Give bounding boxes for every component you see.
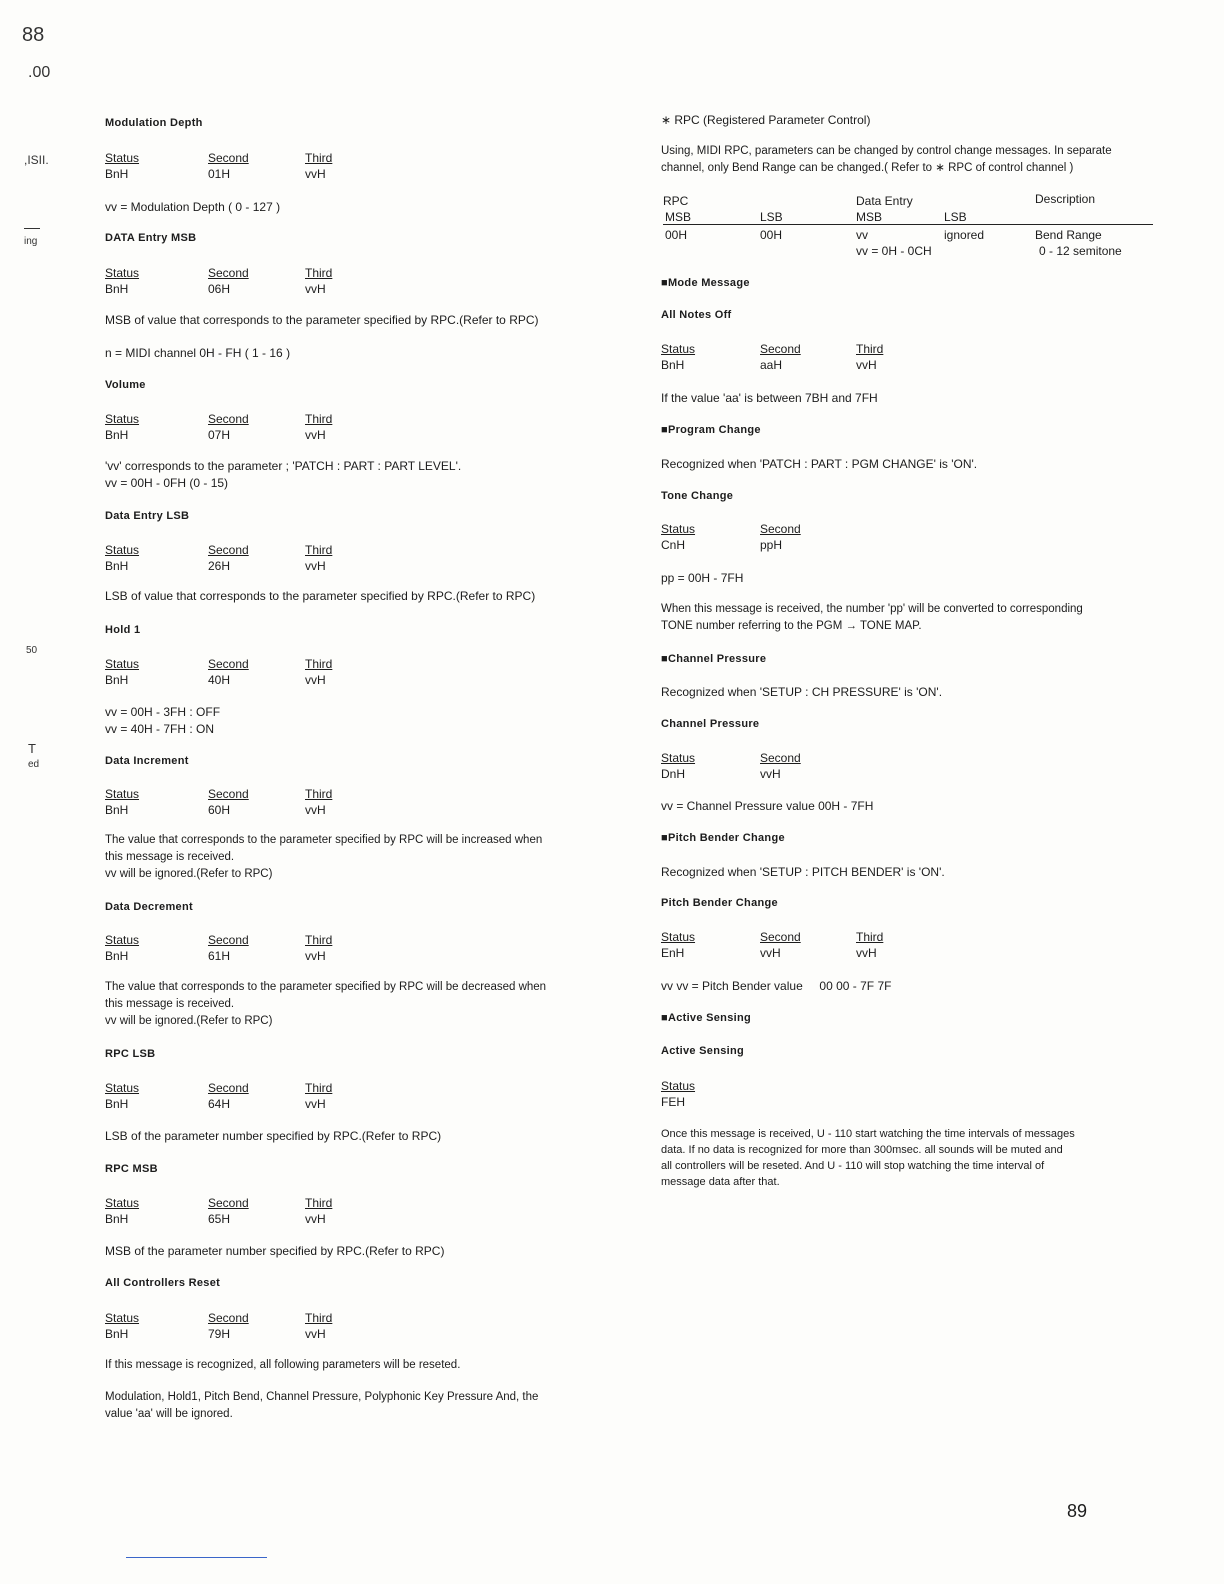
col-third: Third <box>305 412 333 426</box>
val-second: 65H <box>208 1212 231 1226</box>
all-notes-off-note: If the value 'aa' is between 7BH and 7FH <box>661 391 878 405</box>
page-number: 89 <box>1067 1501 1088 1521</box>
col-status: Status <box>105 1311 140 1325</box>
data-entry-msb-note: MSB of value that corresponds to the parameter specified by RPC.(Refer to RPC) <box>105 313 539 327</box>
data-increment-note-1: The value that corresponds to the parameter specified by RPC will be increased when <box>105 834 543 846</box>
section-program-change: ■Program Change <box>661 424 761 436</box>
col-status: Status <box>105 1196 140 1210</box>
section-all-controllers-reset: All Controllers Reset <box>105 1277 221 1289</box>
section-rpc: ∗ RPC (Registered Parameter Control) <box>661 113 871 127</box>
modulation-depth-note: vv = Modulation Depth ( 0 - 127 ) <box>105 200 281 214</box>
pitch-bender-note: vv vv = Pitch Bender value 00 00 - 7F 7F <box>661 979 892 993</box>
margin-note-3: 50 <box>26 645 38 656</box>
data-increment-note-3: vv will be ignored.(Refer to RPC) <box>105 868 273 880</box>
col-third: Third <box>856 930 884 944</box>
tone-change-range: pp = 00H - 7FH <box>661 571 744 585</box>
col-second: Second <box>208 657 249 671</box>
data-entry-header-lsb: LSB <box>944 210 967 224</box>
val-second: 60H <box>208 803 231 817</box>
val-status: BnH <box>105 803 129 817</box>
section-data-entry-lsb: Data Entry LSB <box>105 510 190 522</box>
val-status: BnH <box>661 358 685 372</box>
section-all-notes-off: All Notes Off <box>661 309 732 321</box>
col-second: Second <box>760 751 801 765</box>
margin-note-5: ed <box>28 759 40 770</box>
rpc-row-de-msb: vv <box>856 228 868 242</box>
section-rpc-msb: RPC MSB <box>105 1163 158 1175</box>
rpc-row-de-lsb: ignored <box>944 228 985 242</box>
volume-note-1: 'vv' corresponds to the parameter ; 'PATCH : PART : PART LEVEL'. <box>105 459 462 473</box>
rpc-para-1: Using, MIDI RPC, parameters can be changed by control change messages. In separate <box>661 145 1112 157</box>
val-status: BnH <box>105 1097 129 1111</box>
scan-edge-line <box>126 1557 267 1558</box>
val-third: vvH <box>305 673 326 687</box>
val-status: BnH <box>105 1212 129 1226</box>
col-second: Second <box>760 342 801 356</box>
val-status: FEH <box>661 1095 685 1109</box>
val-second: 06H <box>208 282 231 296</box>
midi-channel-note: n = MIDI channel 0H - FH ( 1 - 16 ) <box>105 346 291 360</box>
val-third: vvH <box>305 428 326 442</box>
val-second: aaH <box>760 358 783 372</box>
col-status: Status <box>661 930 696 944</box>
margin-note-4: T <box>28 741 36 756</box>
volume-note-2: vv = 00H - 0FH (0 - 15) <box>105 476 229 490</box>
val-third: vvH <box>305 282 326 296</box>
col-status: Status <box>661 522 696 536</box>
margin-decimal: .00 <box>28 64 51 81</box>
val-third: vvH <box>856 946 877 960</box>
rpc-header-lsb: LSB <box>760 210 783 224</box>
col-status: Status <box>661 751 696 765</box>
val-status: BnH <box>105 949 129 963</box>
channel-pressure-note: vv = Channel Pressure value 00H - 7FH <box>661 799 874 813</box>
col-second: Second <box>208 543 249 557</box>
margin-rule <box>24 228 40 229</box>
val-third: vvH <box>305 803 326 817</box>
rpc-header-data-entry: Data Entry <box>856 194 913 208</box>
col-second: Second <box>760 930 801 944</box>
section-pitch-bender: Pitch Bender Change <box>661 897 778 909</box>
data-entry-header-msb: MSB <box>856 210 883 224</box>
margin-note-2: ing <box>24 236 38 247</box>
val-status: DnH <box>661 767 686 781</box>
val-third: vvH <box>856 358 877 372</box>
active-sensing-note-1: Once this message is received, U - 110 start watching the time intervals of messages <box>661 1128 1075 1140</box>
col-status: Status <box>661 342 696 356</box>
rpc-header-msb: MSB <box>665 210 692 224</box>
col-third: Third <box>305 933 333 947</box>
rpc-row-lsb: 00H <box>760 228 783 242</box>
active-sensing-note-3: all controllers will be reseted. And U - 110 will stop watching the time interval of <box>661 1160 1045 1172</box>
val-third: vvH <box>305 949 326 963</box>
col-status: Status <box>105 151 140 165</box>
val-status: EnH <box>661 946 685 960</box>
program-change-note: Recognized when 'PATCH : PART : PGM CHANGE' is 'ON'. <box>661 457 978 471</box>
col-second: Second <box>208 1196 249 1210</box>
val-status: BnH <box>105 559 129 573</box>
col-status: Status <box>105 933 140 947</box>
val-status: BnH <box>105 673 129 687</box>
rpc-msb-note: MSB of the parameter number specified by RPC.(Refer to RPC) <box>105 1244 445 1258</box>
section-data-entry-msb: DATA Entry MSB <box>105 232 197 244</box>
col-status: Status <box>105 657 140 671</box>
section-data-increment: Data Increment <box>105 755 189 767</box>
channel-pressure-recognized: Recognized when 'SETUP : CH PRESSURE' is 'ON'. <box>661 685 943 699</box>
col-third: Third <box>305 787 333 801</box>
data-decrement-note-1: The value that corresponds to the parameter specified by RPC will be decreased when <box>105 981 547 993</box>
col-third: Third <box>305 1081 333 1095</box>
pitch-bender-recognized: Recognized when 'SETUP : PITCH BENDER' is 'ON'. <box>661 865 945 879</box>
rpc-header-rpc: RPC <box>663 194 689 208</box>
val-second: vvH <box>760 767 781 781</box>
rpc-lsb-note: LSB of the parameter number specified by RPC.(Refer to RPC) <box>105 1129 442 1143</box>
val-second: 64H <box>208 1097 231 1111</box>
rpc-row2-data-entry: vv = 0H - 0CH <box>856 244 932 258</box>
col-status: Status <box>105 266 140 280</box>
rpc-table-divider <box>663 224 1153 225</box>
all-controllers-reset-note-2: Modulation, Hold1, Pitch Bend, Channel Pressure, Polyphonic Key Pressure And, the <box>105 1391 539 1403</box>
col-status: Status <box>661 1079 696 1093</box>
rpc-row-msb: 00H <box>665 228 688 242</box>
section-data-decrement: Data Decrement <box>105 901 193 913</box>
data-increment-note-2: this message is received. <box>105 851 235 863</box>
section-hold-1: Hold 1 <box>105 624 141 636</box>
col-status: Status <box>105 787 140 801</box>
all-controllers-reset-note-3: value 'aa' will be ignored. <box>105 1408 233 1420</box>
section-modulation-depth: Modulation Depth <box>105 117 203 129</box>
val-third: vvH <box>305 167 326 181</box>
margin-note-1: ,ISII. <box>24 153 49 167</box>
val-status: CnH <box>661 538 686 552</box>
section-tone-change: Tone Change <box>661 490 734 502</box>
col-status: Status <box>105 412 140 426</box>
data-decrement-note-3: vv will be ignored.(Refer to RPC) <box>105 1015 273 1027</box>
val-second: 40H <box>208 673 231 687</box>
col-second: Second <box>208 412 249 426</box>
section-mode-message: ■Mode Message <box>661 277 750 289</box>
col-second: Second <box>208 1081 249 1095</box>
val-second: 07H <box>208 428 231 442</box>
col-third: Third <box>305 543 333 557</box>
section-channel-pressure: Channel Pressure <box>661 718 760 730</box>
col-status: Status <box>105 543 140 557</box>
col-second: Second <box>760 522 801 536</box>
col-second: Second <box>208 787 249 801</box>
col-second: Second <box>208 266 249 280</box>
active-sensing-note-4: message data after that. <box>661 1176 780 1188</box>
col-third: Third <box>856 342 884 356</box>
section-active-sensing: Active Sensing <box>661 1045 745 1057</box>
section-pitch-bender-head: ■Pitch Bender Change <box>661 832 785 844</box>
section-volume: Volume <box>105 379 146 391</box>
data-decrement-note-2: this message is received. <box>105 998 235 1010</box>
col-third: Third <box>305 1196 333 1210</box>
rpc-header-description: Description <box>1035 192 1096 206</box>
active-sensing-note-2: data. If no data is recognized for more than 300msec. all sounds will be muted and <box>661 1144 1063 1156</box>
all-controllers-reset-note-1: If this message is recognized, all following parameters will be reseted. <box>105 1359 461 1371</box>
val-status: BnH <box>105 1327 129 1341</box>
val-third: vvH <box>305 1097 326 1111</box>
section-active-sensing-head: ■Active Sensing <box>661 1012 752 1024</box>
val-status: BnH <box>105 167 129 181</box>
tone-change-note-2: TONE number referring to the PGM → TONE MAP. <box>661 620 922 632</box>
col-third: Third <box>305 151 333 165</box>
hold-1-on-note: vv = 40H - 7FH : ON <box>105 722 215 736</box>
col-third: Third <box>305 266 333 280</box>
col-second: Second <box>208 933 249 947</box>
val-second: vvH <box>760 946 781 960</box>
val-third: vvH <box>305 1327 326 1341</box>
val-second: 26H <box>208 559 231 573</box>
col-status: Status <box>105 1081 140 1095</box>
val-third: vvH <box>305 559 326 573</box>
val-status: BnH <box>105 282 129 296</box>
tone-change-note-1: When this message is received, the number 'pp' will be converted to corresponding <box>661 603 1083 615</box>
val-second: ppH <box>760 538 783 552</box>
val-second: 01H <box>208 167 231 181</box>
data-entry-lsb-note: LSB of value that corresponds to the parameter specified by RPC.(Refer to RPC) <box>105 589 536 603</box>
hold-1-off-note: vv = 00H - 3FH : OFF <box>105 705 221 719</box>
val-second: 61H <box>208 949 231 963</box>
margin-glyph-top: 88 <box>22 24 45 46</box>
rpc-para-2: channel, only Bend Range can be changed.( Refer to ∗ RPC of control channel ) <box>661 162 1074 174</box>
rpc-row-description: Bend Range <box>1035 228 1102 242</box>
section-channel-pressure-head: ■Channel Pressure <box>661 653 767 665</box>
col-third: Third <box>305 657 333 671</box>
col-third: Third <box>305 1311 333 1325</box>
val-status: BnH <box>105 428 129 442</box>
col-second: Second <box>208 1311 249 1325</box>
section-rpc-lsb: RPC LSB <box>105 1048 156 1060</box>
val-third: vvH <box>305 1212 326 1226</box>
rpc-row2-description: 0 - 12 semitone <box>1039 244 1122 258</box>
val-second: 79H <box>208 1327 231 1341</box>
col-second: Second <box>208 151 249 165</box>
